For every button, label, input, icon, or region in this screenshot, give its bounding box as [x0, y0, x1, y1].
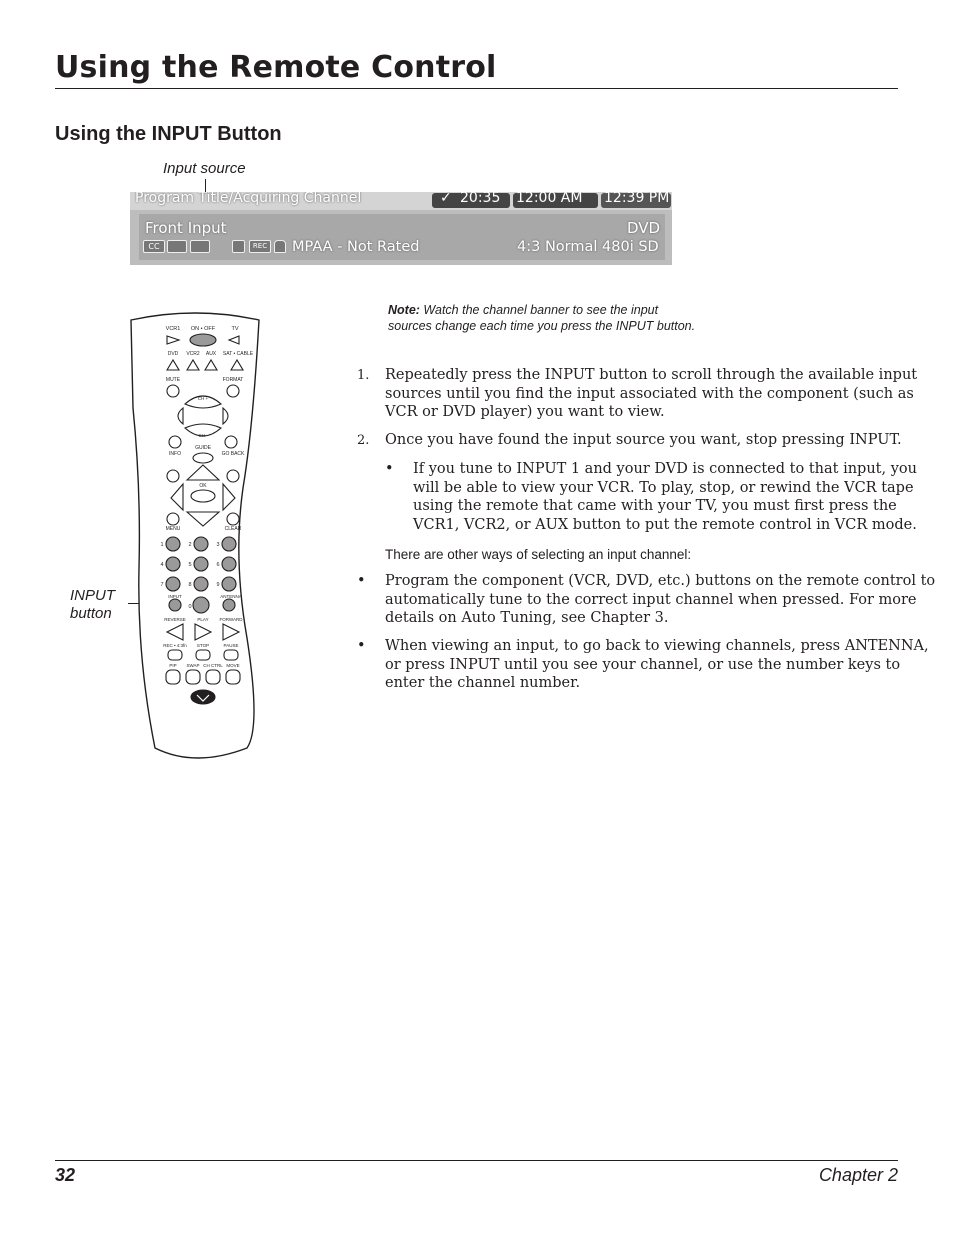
bullet-2-line-3: enter the channel number. [385, 675, 581, 691]
remote-info-button [169, 436, 181, 448]
remote-right-small-button [227, 470, 239, 482]
step-2-line-1: Once you have found the input source you want, stop pressing INPUT. [385, 432, 902, 448]
remote-label-pip: PIP [169, 663, 177, 668]
remote-digit-4-label: 4 [160, 562, 164, 568]
remote-label-antenna: ANTENNA [220, 594, 242, 599]
bullet-1-line-1: Program the component (VCR, DVD, etc.) buttons on the remote control to [385, 573, 936, 589]
remote-label-reverse: REVERSE [164, 617, 186, 622]
step-2-number: 2. [357, 433, 370, 448]
remote-goback-button [225, 436, 237, 448]
remote-menu-button [167, 513, 179, 525]
remote-label-move: MOVE [226, 663, 240, 668]
chapter-label: Chapter 2 [818, 1165, 898, 1185]
bullet-2-line-1: When viewing an input, to go back to viewing channels, press ANTENNA, [385, 638, 929, 654]
banner-format: 4:3 Normal 480i SD [517, 239, 659, 255]
remote-mute-button [167, 385, 179, 397]
remote-label-goback: GO BACK [221, 451, 245, 457]
remote-label-onoff: ON • OFF [190, 326, 216, 332]
remote-digit-9-label: 9 [216, 582, 220, 588]
banner-time-3: 12:39 PM [604, 192, 670, 206]
remote-digit-1-label: 1 [160, 542, 164, 548]
banner-rating: MPAA - Not Rated [292, 239, 420, 255]
remote-label-vcr1: VCR1 [165, 326, 181, 332]
remote-digit-9-button [222, 577, 236, 591]
input-source-callout: Input source [163, 160, 246, 177]
remote-left-small-button [167, 470, 179, 482]
remote-stop-button [196, 650, 210, 660]
remote-digit-0-label: 0 [188, 604, 192, 610]
remote-label-vcr2: VCR2 [186, 351, 200, 357]
step-1-text [385, 366, 917, 422]
remote-digit-8-button [194, 577, 208, 591]
remote-label-play: PLAY [197, 617, 209, 622]
remote-pip-button [166, 670, 180, 684]
banner-input-name: Front Input [145, 219, 227, 237]
remote-label-format: FORMAT [222, 377, 244, 383]
sub-bullet-text [413, 460, 917, 534]
step-1-line-3: VCR or DVD player) you want to view. [385, 404, 665, 420]
remote-digit-7-label: 7 [160, 582, 164, 588]
remote-digit-3-label: 3 [216, 542, 220, 548]
remote-digit-6-label: 6 [216, 562, 220, 568]
remote-digit-8-label: 8 [188, 582, 192, 588]
remote-label-pause: PAUSE [223, 643, 239, 648]
note-text: Watch the channel banner to see the input [419, 303, 659, 317]
remote-label-tv: TV [231, 326, 239, 332]
sub-bullet-line-3: using the remote that came with your TV, you must first press the [413, 498, 897, 514]
remote-swap-button [186, 670, 200, 684]
remote-move-button [226, 670, 240, 684]
remote-label-menu: MENU [165, 526, 181, 532]
bullet-1-line-3: details on Auto Tuning, see Chapter 3. [385, 610, 669, 626]
remote-rec-button [168, 650, 182, 660]
remote-label-forward: FORWARD [219, 617, 243, 622]
title-rule [55, 88, 898, 89]
remote-digit-1-button [166, 537, 180, 551]
remote-digit-5-label: 5 [188, 562, 192, 568]
remote-label-input: INPUT [168, 594, 182, 599]
bullet-1-text [385, 572, 935, 628]
step-1-number: 1. [357, 368, 370, 383]
remote-input-button [169, 599, 181, 611]
sub-bullet-line-1: If you tune to INPUT 1 and your DVD is connected to that input, you [413, 461, 917, 477]
banner-time-1: 20:35 [460, 192, 501, 206]
page-number: 32 [55, 1165, 76, 1185]
channel-banner [130, 192, 672, 265]
banner-signal-icon: ✓ [440, 192, 452, 206]
remote-label-mute: MUTE [165, 377, 181, 383]
banner-time-2: 12:00 AM [516, 192, 583, 206]
page-title: Using the Remote Control [55, 50, 497, 85]
banner-rec-icon: REC [249, 240, 271, 253]
remote-label-ch-up: CH + [197, 396, 209, 401]
remote-pause-button [224, 650, 238, 660]
bullet-1-line-2: automatically tune to the correct input channel when pressed. For more [385, 591, 917, 608]
remote-guide-button [193, 453, 213, 463]
remote-format-button [227, 385, 239, 397]
bullet-1-symbol: • [357, 573, 366, 589]
remote-clear-button [227, 513, 239, 525]
bullet-2-text [385, 637, 929, 693]
note [388, 302, 768, 334]
banner-stereo-icon [190, 240, 210, 253]
remote-digit-4-button [166, 557, 180, 571]
sub-bullet-symbol: • [385, 461, 394, 477]
remote-label-info: INFO [169, 451, 181, 457]
banner-source: DVD [627, 219, 661, 237]
remote-logo [191, 690, 215, 704]
remote-control-illustration [125, 308, 265, 763]
remote-digit-7-button [166, 577, 180, 591]
remote-digit-2-button [194, 537, 208, 551]
remote-label-chctrl: CH CTRL [203, 663, 223, 668]
remote-label-ch-down: CH - [198, 433, 208, 438]
remote-label-ok: OK [199, 483, 207, 489]
remote-ok-button [191, 490, 215, 502]
note-text-line2: sources change each time you press the INPUT button. [388, 319, 696, 333]
banner-cc-icon: CC [143, 240, 165, 253]
remote-digit-2-label: 2 [188, 542, 192, 548]
other-ways-heading: There are other ways of selecting an input channel: [385, 547, 692, 562]
remote-label-satcable: SAT • CABLE [222, 351, 254, 357]
banner-program-title: Program Title/Acquiring Channel [135, 192, 362, 206]
remote-power-button [190, 334, 216, 346]
remote-digit-6-button [222, 557, 236, 571]
input-button-callout-line2: button [70, 605, 112, 622]
banner-lock-box-icon [232, 240, 245, 253]
remote-chctrl-button [206, 670, 220, 684]
bullet-2-line-2: or press INPUT until you see your channel, or use the number keys to [385, 656, 901, 673]
sub-bullet-line-2: will be able to view your VCR. To play, stop, or rewind the VCR tape [413, 479, 914, 496]
bullet-2-symbol: • [357, 638, 366, 654]
remote-digit-0-button [193, 597, 209, 613]
remote-label-guide: GUIDE [195, 445, 211, 451]
sub-bullet-line-4: VCR1, VCR2, or AUX button to put the remote control in VCR mode. [413, 516, 917, 533]
section-heading: Using the INPUT Button [55, 123, 282, 145]
remote-label-rec: REC • 4:3fn [163, 643, 187, 648]
banner-audio-icon [167, 240, 187, 253]
remote-label-aux: AUX [205, 351, 217, 357]
remote-digit-3-button [222, 537, 236, 551]
remote-label-dvd: DVD [167, 351, 179, 357]
remote-label-clear: CLEAR [224, 526, 242, 532]
banner-lock-icon [274, 240, 286, 253]
remote-label-swap: SWAP [186, 663, 200, 668]
remote-antenna-button [223, 599, 235, 611]
remote-label-stop: STOP [196, 643, 210, 648]
note-label: Note: [388, 303, 420, 317]
step-1-line-2: sources until you find the input associated with the component (such as [385, 385, 914, 402]
input-button-callout-line1: INPUT [70, 587, 115, 604]
step-1-line-1: Repeatedly press the INPUT button to scroll through the available input [385, 367, 918, 383]
step-2-text [385, 431, 902, 450]
footer-rule [55, 1160, 898, 1161]
remote-digit-5-button [194, 557, 208, 571]
